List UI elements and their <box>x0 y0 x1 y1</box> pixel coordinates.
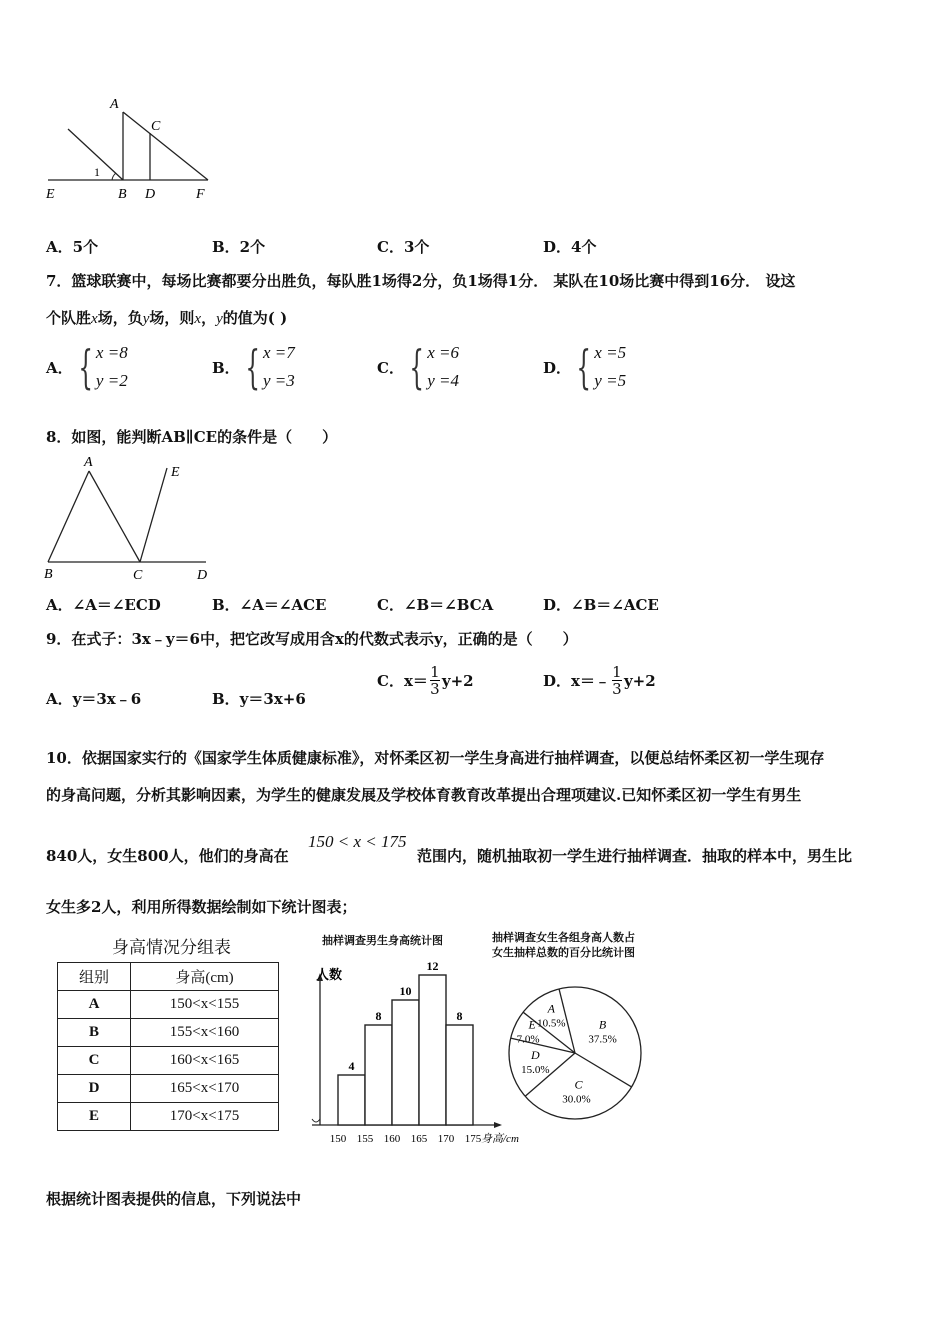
group-table-cell: A <box>58 991 131 1019</box>
group-table-header-height: 身高(cm) <box>131 963 279 991</box>
q8-option-a: A．∠A＝∠ECD <box>46 596 161 614</box>
q9-option-c: C．x＝ $\frac{1}{3}$ y+2 <box>377 663 474 698</box>
group-table-cell: C <box>58 1047 131 1075</box>
bar-value-label: 8 <box>375 1009 382 1023</box>
group-table-cell: B <box>58 1019 131 1047</box>
q10-line3: 840人，女生800人，他们的身高在 <box>46 847 289 865</box>
top-geometry-figure <box>40 92 230 207</box>
female-height-pie-chart <box>505 965 650 1145</box>
q8-label-E: E <box>171 465 180 480</box>
pie-slice-name-A: A <box>547 1001 556 1016</box>
label-angle-1: 1 <box>94 165 100 179</box>
q7-option-b: B． { x =7 y =3 <box>212 340 295 394</box>
q10-line2: 的身高问题，分析其影响因素，为学生的健康发展及学校体育教育改革提出合理项建议.已知怀柔区初一学生有男生 <box>46 786 802 804</box>
q9-option-a: A．y＝3x﹣6 <box>46 690 142 708</box>
bar-x-axis-arrow <box>494 1122 502 1128</box>
q7-option-a: A． { x =8 y =2 <box>46 340 128 394</box>
q10-line1: 10．依据国家实行的《国家学生体质健康标准》，对怀柔区初一学生身高进行抽样调查，以便总结怀柔区初一学生现存 <box>46 749 825 767</box>
q10-final-line: 根据统计图表提供的信息，下列说法中 <box>46 1190 302 1208</box>
bar-x-tick-label: 160 <box>383 1133 401 1145</box>
pie-slice-name-D: D <box>530 1047 540 1062</box>
group-table-title: 身高情况分组表 <box>112 938 231 957</box>
bar-x-tick-label: 175 <box>464 1133 482 1145</box>
q10-line3-post: 范围内，随机抽取初一学生进行抽样调查．抽取的样本中，男生比 <box>417 847 853 865</box>
pie-slice-name-E: E <box>528 1017 536 1032</box>
q10-inequality: 150 < x < 175 <box>308 832 407 851</box>
bar-165-170 <box>419 975 446 1125</box>
bar-x-tick-label: 150 <box>329 1133 347 1145</box>
q10-line4: 女生多2人，利用所得数据绘制如下统计图表； <box>46 898 357 916</box>
q7-stem-line2: 个队胜x场，负y场，则x，y的值为( ) <box>46 309 288 327</box>
q7-stem-line1: 7．篮球联赛中，每场比赛都要分出胜负，每队胜1场得2分，负1场得1分． 某队在10场比赛中得到16分． 设这 <box>46 272 796 290</box>
q9-option-b: B．y＝3x+6 <box>212 690 306 708</box>
bar-value-label: 4 <box>348 1059 355 1073</box>
bar-xlabel: 身高/cm <box>481 1133 519 1145</box>
pie-slice-name-C: C <box>574 1077 583 1092</box>
bar-chart-title: 抽样调查男生身高统计图 <box>322 934 443 947</box>
group-table-cell: 150<x<155 <box>131 991 279 1019</box>
label-E: E <box>46 187 55 202</box>
pie-slice-name-B: B <box>598 1017 607 1032</box>
q9-stem: 9．在式子：3x﹣y＝6中，把它改写成用含x的代数式表示y，正确的是（ ） <box>46 630 578 648</box>
q8-label-A: A <box>84 455 93 470</box>
bar-axis-break <box>312 1119 320 1122</box>
pie-slice-percent-A: 10.5% <box>537 1017 566 1030</box>
q8-label-C: C <box>133 568 143 583</box>
pie-chart-title-line1: 抽样调查女生各组身高人数占 <box>492 931 635 944</box>
bar-155-160 <box>365 1025 392 1125</box>
label-D: D <box>145 187 156 202</box>
pie-slice-percent-B: 37.5% <box>588 1033 617 1046</box>
pie-chart-title-line2: 女生抽样总数的百分比统计图 <box>492 946 635 959</box>
label-B: B <box>118 187 127 202</box>
group-table-header-group: 组别 <box>58 963 131 991</box>
label-A: A <box>110 97 119 112</box>
bar-x-tick-label: 165 <box>410 1133 428 1145</box>
group-table-cell: 170<x<175 <box>131 1103 279 1131</box>
q6-option-b: B．2个 <box>212 238 266 256</box>
q6-option-a: A．5个 <box>46 238 99 256</box>
group-table-cell: D <box>58 1075 131 1103</box>
bar-value-label: 8 <box>456 1009 463 1023</box>
q8-label-D: D <box>197 568 208 583</box>
q8-label-B: B <box>44 567 53 582</box>
bar-value-label: 10 <box>399 984 412 998</box>
q8-stem: 8．如图，能判断AB∥CE的条件是（ ） <box>46 428 338 446</box>
bar-160-165 <box>392 1000 419 1125</box>
q9-option-d: D．x＝﹣ $\frac{1}{3}$ y+2 <box>543 663 656 698</box>
q8-geometry-figure <box>40 452 225 587</box>
q8-option-d: D．∠B＝∠ACE <box>543 596 659 614</box>
group-table-cell: 155<x<160 <box>131 1019 279 1047</box>
bar-value-label: 12 <box>426 959 439 973</box>
label-C: C <box>151 119 161 134</box>
bar-ylabel: 人数 <box>316 967 343 982</box>
q7-option-d: D． { x =5 y =5 <box>543 340 627 394</box>
bar-x-tick-label: 155 <box>356 1133 374 1145</box>
male-height-bar-chart <box>290 955 530 1150</box>
group-table-cell: 160<x<165 <box>131 1047 279 1075</box>
group-table <box>57 962 279 1131</box>
q8-option-b: B．∠A＝∠ACE <box>212 596 327 614</box>
group-table-cell: 165<x<170 <box>131 1075 279 1103</box>
pie-slice-percent-E: 7.0% <box>516 1033 540 1046</box>
q6-option-d: D．4个 <box>543 238 597 256</box>
bar-150-155 <box>338 1075 365 1125</box>
bar-x-tick-label: 170 <box>437 1133 455 1145</box>
pie-slice-percent-C: 30.0% <box>562 1093 591 1106</box>
label-F: F <box>196 187 205 202</box>
group-table-cell: E <box>58 1103 131 1131</box>
q8-option-c: C．∠B＝∠BCA <box>377 596 494 614</box>
q6-option-c: C．3个 <box>377 238 430 256</box>
pie-slice-percent-D: 15.0% <box>521 1063 550 1076</box>
q7-option-c: C． { x =6 y =4 <box>377 340 460 394</box>
bar-170-175 <box>446 1025 473 1125</box>
